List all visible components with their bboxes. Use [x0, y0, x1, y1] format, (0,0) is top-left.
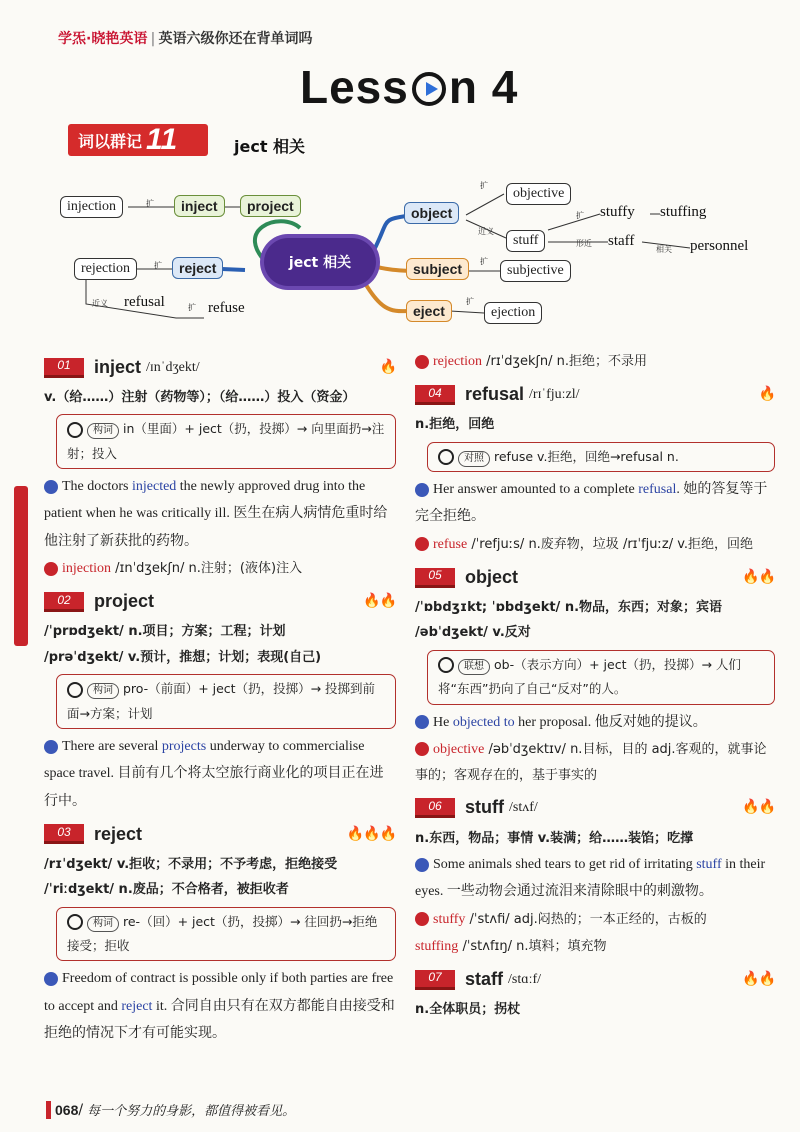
- entry-object-head: [415, 560, 775, 595]
- example-highlight: reject: [121, 998, 153, 1014]
- header-brand: 学炁·晓艳英语: [58, 31, 148, 47]
- page-number: 068: [55, 1101, 79, 1118]
- tag-ext-2: 扩: [154, 261, 162, 270]
- example-icon: [44, 972, 58, 986]
- lesson-title: [300, 60, 518, 114]
- example-sentence: [44, 473, 396, 555]
- node-personnel: personnel: [690, 238, 749, 254]
- node-injection: injection: [60, 196, 123, 218]
- header: 学炁·晓艳英语 | 英语六级你还在背单词吗: [58, 31, 313, 47]
- left-column: [44, 348, 396, 1047]
- example-pre: There are several: [62, 738, 162, 754]
- example-sentence: [44, 965, 396, 1047]
- note-text: pro-（前面）+ ject（扔，投掷）→ 投掷到前面→方案；计划: [67, 681, 376, 721]
- lesson-title-left: Less: [300, 61, 409, 113]
- example-highlight: stuff: [696, 856, 722, 872]
- note-tag: 构词: [87, 683, 119, 699]
- example-highlight: objected to: [452, 714, 515, 730]
- example-pre: He: [433, 714, 453, 730]
- node-stuffy: stuffy: [600, 204, 635, 220]
- extension-rest: /ˈstʌfɪŋ/ n.填料；填充物: [458, 938, 607, 954]
- extension-rest: /rɪˈdʒekʃn/ n.拒绝；不录用: [481, 354, 648, 369]
- note-text: in（里面）+ ject（扔，投掷）→ 向里面扔→注射；投入: [67, 421, 385, 461]
- entry-definition: v.（给……）注射（药物等）；（给……）投入（资金）: [44, 390, 356, 406]
- entry-refusal-head: [415, 377, 775, 412]
- entry-word: stuff: [465, 797, 504, 818]
- entry-stuff-head: [415, 790, 775, 825]
- example-pre: Some animals shed tears to get rid of irritating: [433, 856, 697, 872]
- tag-ext-5: 扩: [576, 211, 584, 220]
- entry-word: project: [94, 591, 155, 612]
- entry-ipa: /stʌf/: [509, 800, 538, 816]
- extension-rest: /ˈrefjuːs/ n.废弃物，垃圾 /rɪˈfjuːz/ v.拒绝，回绝: [467, 536, 754, 552]
- note-box: [427, 442, 775, 472]
- example-icon: [415, 715, 429, 729]
- example-icon: [415, 858, 429, 872]
- entry-ipa: /stɑːf/: [508, 971, 542, 987]
- entry-definition: n.全体职员；拐杖: [415, 1002, 521, 1018]
- example-post: the newly approved drug into the patient when he was critically ill. 医生在病人病情危重时给他注射了新获批的药物。: [44, 479, 388, 549]
- note-box: [427, 650, 775, 705]
- example-post: underway to commercialise space travel. 目前有几个将太空旅行商业化的项目正在进行中。: [44, 738, 384, 809]
- lesson-title-right: n 4: [448, 61, 519, 113]
- extension-icon: [415, 742, 429, 756]
- note-text: refuse v.拒绝，回绝→refusal n.: [494, 448, 679, 464]
- entry-definition-1: /ˈprɒdʒekt/ n.项目；方案；工程；计划: [44, 624, 286, 640]
- node-objective: objective: [506, 183, 571, 205]
- side-tab: [14, 486, 28, 646]
- topic-title: ject 相关: [234, 137, 306, 156]
- note-tag: 构词: [87, 423, 119, 439]
- example-post: . 她的答复等于完全拒绝。: [415, 482, 768, 525]
- extension-icon: [415, 537, 429, 551]
- entry-word: object: [465, 567, 519, 587]
- entry-number: 02: [44, 592, 84, 612]
- extension-icon: [415, 355, 429, 369]
- note-box: [56, 907, 396, 962]
- badge-label: 词以群记: [78, 131, 143, 151]
- node-subject: subject: [406, 258, 469, 280]
- entry-number: 03: [44, 824, 84, 844]
- note-tag: 对照: [458, 451, 490, 467]
- entry-staff-head: [415, 962, 775, 997]
- extension: [44, 555, 396, 582]
- entry-ipa: /ɪnˈdʒekt/: [146, 359, 200, 375]
- mind-map-center: ject 相关: [264, 238, 376, 286]
- flame-icon: 🔥🔥🔥: [346, 825, 396, 842]
- tag-ext-7: 扩: [466, 297, 474, 306]
- example-sentence: [415, 476, 775, 531]
- note-box: [56, 674, 396, 729]
- note-tag: 构词: [87, 916, 119, 932]
- extension-icon: [44, 562, 58, 576]
- node-staff: staff: [608, 233, 635, 249]
- extension-word: stuffy: [433, 911, 466, 927]
- entry-number: 01: [44, 358, 84, 378]
- extension: [415, 736, 775, 789]
- note-box: [56, 414, 396, 469]
- extension-rest: /ɪnˈdʒekʃn/ n.注射；(液体)注入: [111, 561, 303, 577]
- header-subtitle: 英语六级你还在背单词吗: [158, 31, 313, 47]
- extension-word: rejection: [433, 354, 482, 369]
- node-reject: reject: [172, 257, 223, 279]
- example-pre: Freedom of contract is possible only if both parties are free to accept and: [44, 971, 394, 1014]
- extension-rest: /ˈstʌfi/ adj.闷热的；一本正经的，古板的: [465, 911, 707, 927]
- entry-definition: n.拒绝，回绝: [415, 417, 495, 433]
- tag-sim: 形近: [576, 239, 592, 248]
- extension-rest: /əbˈdʒektɪv/ n.目标，目的 adj.客观的，就事论事的；客观存在的，基于事实的: [415, 741, 767, 784]
- entry-definition-1: /ˈɒbdʒɪkt; ˈɒbdʒekt/ n.物品，东西；对象；宾语: [415, 600, 723, 616]
- example-sentence: [44, 733, 396, 815]
- example-pre: The doctors: [62, 479, 132, 495]
- badge-number: 11: [146, 123, 178, 156]
- example-highlight: projects: [161, 738, 207, 754]
- flame-icon: 🔥🔥: [742, 970, 775, 987]
- example-sentence: [415, 709, 775, 736]
- node-project: project: [240, 195, 301, 217]
- mind-map: [0, 170, 800, 340]
- extension: [415, 531, 775, 558]
- node-eject: eject: [406, 300, 452, 322]
- example-post: it. 合同自由只有在双方都能自由接受和拒绝的情况下才有可能实现。: [44, 998, 395, 1041]
- example-post: her proposal. 他反对她的提议。: [514, 714, 707, 730]
- entry-inject-head: [44, 350, 396, 385]
- tag-ext-1: 扩: [146, 199, 154, 208]
- node-stuff: stuff: [506, 230, 545, 252]
- note-tag: 联想: [458, 659, 490, 675]
- entry-project-head: [44, 584, 396, 619]
- example-sentence: [415, 851, 775, 906]
- note-icon: [438, 449, 454, 465]
- footer-slogan: 每一个努力的身影，都值得被看见。: [87, 1104, 296, 1119]
- tag-opp-1: 近义: [92, 299, 108, 308]
- example-icon: [415, 483, 429, 497]
- entry-definition-1: /rɪˈdʒekt/ v.拒收；不录用；不予考虑，拒绝接受: [44, 856, 338, 872]
- entry-number: 05: [415, 568, 455, 588]
- node-refuse: refuse: [208, 300, 245, 316]
- node-stuffing: stuffing: [660, 204, 707, 220]
- extension-word: objective: [433, 741, 485, 757]
- extension-icon: [415, 912, 429, 926]
- note-icon: [67, 682, 83, 698]
- tag-ext-4: 扩: [480, 181, 488, 190]
- extension-word: injection: [62, 561, 111, 577]
- node-inject: inject: [174, 195, 225, 217]
- tag-ext-6: 扩: [480, 257, 488, 266]
- tag-ext-3: 扩: [188, 303, 196, 312]
- extension-word: stuffing: [415, 938, 459, 954]
- node-subjective: subjective: [500, 260, 571, 282]
- entry-word: refusal: [465, 384, 525, 405]
- flame-icon: 🔥: [379, 358, 396, 375]
- right-column: [415, 348, 775, 1023]
- entry-number: 04: [415, 385, 455, 405]
- entry-number: 06: [415, 798, 455, 818]
- footer-bar: [46, 1101, 51, 1119]
- example-icon: [44, 740, 58, 754]
- entry-word: reject: [94, 823, 143, 844]
- entry-reject-head: [44, 817, 396, 852]
- example-post: in their eyes. 一些动物会通过流泪来清除眼中的刺激物。: [415, 856, 766, 900]
- tag-opp-2: 近义: [478, 227, 494, 236]
- flame-icon: 🔥🔥: [363, 593, 396, 610]
- example-pre: Her answer amounted to a complete: [433, 482, 639, 498]
- mind-map-links: [0, 170, 800, 340]
- note-icon: [67, 914, 83, 930]
- entry-word: inject: [94, 357, 142, 377]
- entry-definition: n.东西，物品；事情 v.装满；给……装馅；吃撑: [415, 830, 694, 846]
- extension-2: [415, 933, 775, 960]
- node-rejection: rejection: [74, 258, 137, 280]
- entry-definition-2: /ˈriːdʒekt/ n.废品；不合格者，被拒收者: [44, 882, 289, 898]
- entry-word: staff: [465, 969, 504, 990]
- entry-ipa: /rɪˈfjuːzl/: [529, 387, 580, 403]
- example-highlight: refusal: [638, 482, 677, 498]
- example-highlight: injected: [131, 479, 177, 495]
- footer: 068 / 每一个努力的身影，都值得被看见。: [46, 1100, 295, 1119]
- note-icon: [438, 657, 454, 673]
- note-icon: [67, 422, 83, 438]
- node-ejection: ejection: [484, 302, 542, 324]
- entry-definition-2: /prəˈdʒekt/ v.预计，推想；计划；表现(自己): [44, 649, 322, 665]
- flame-icon: 🔥🔥: [742, 799, 775, 816]
- extension: [415, 348, 775, 375]
- node-object: object: [404, 202, 459, 224]
- flame-icon: 🔥: [758, 386, 775, 403]
- note-text: ob-（表示方向）+ ject（扔，投掷）→ 人们将“东西”扔向了自己“反对”的人。: [438, 656, 741, 697]
- tag-rel: 相关: [656, 245, 672, 254]
- entry-number: 07: [415, 970, 455, 990]
- note-text: re-（回）+ ject（扔，投掷）→ 往回扔→拒绝接受；拒收: [67, 913, 378, 953]
- extension: [415, 906, 775, 933]
- example-icon: [44, 480, 58, 494]
- extension-word: refuse: [433, 536, 468, 552]
- node-refusal: refusal: [124, 294, 165, 310]
- play-icon[interactable]: [412, 72, 446, 106]
- entry-definition-2: /əbˈdʒekt/ v.反对: [415, 625, 531, 641]
- section-badge: [68, 124, 208, 156]
- flame-icon: 🔥🔥: [742, 568, 775, 585]
